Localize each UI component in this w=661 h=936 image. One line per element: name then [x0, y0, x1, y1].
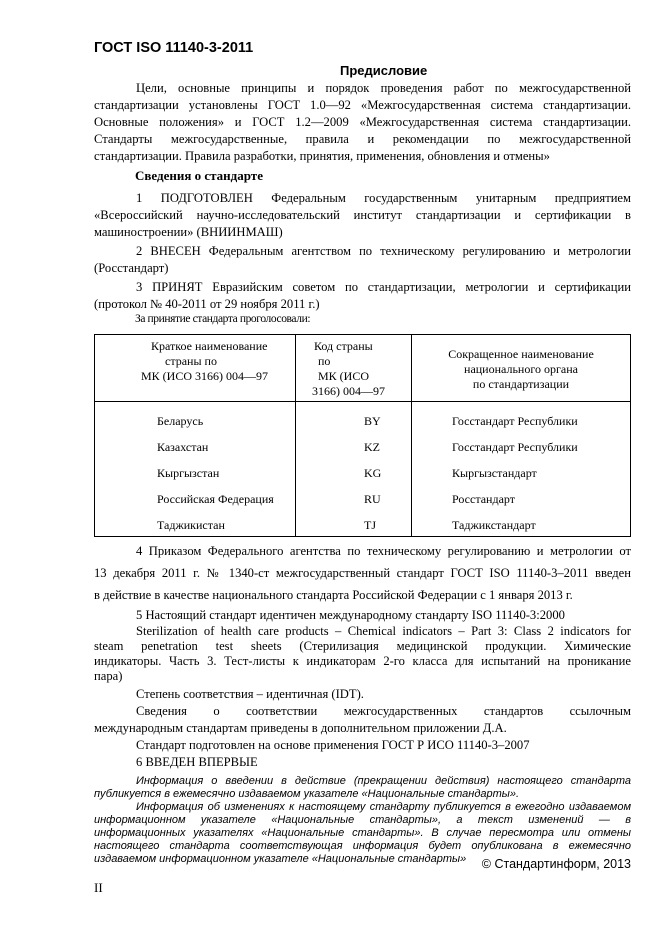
about-item-2 [94, 243, 631, 277]
about-line: (Росстандарт) [94, 261, 169, 275]
body-cell: Госстандарт Республики [412, 440, 631, 466]
country-cell: Российская Федерация [95, 492, 296, 518]
item-6: 6 ВВЕДЕН ВПЕРВЫЕ [136, 755, 258, 769]
about-line: 1 ПОДГОТОВЛЕН Федеральным государственным унитарным предприятием [136, 191, 631, 205]
item5-title-line: Sterilization of health care products – Chemical indicators – Part 3: Class 2 indicators for [136, 624, 631, 638]
header-text: Сокращенное наименование [448, 347, 594, 361]
item5-title-line: индикаторы. Часть 3. Тест-листы к индикаторам 2-го класса для испытаний на проникание [94, 654, 631, 668]
about-item-3 [94, 279, 631, 313]
body-cell: Росстандарт [412, 492, 631, 518]
foreword-line: Цели, основные принципы и порядок проведения работ по межгосударственной [136, 81, 631, 95]
item4-line: 13 декабря 2011 г. № 1340-ст межгосударственный стандарт ГОСТ ISO 11140-3–2011 введен [94, 566, 631, 580]
header-text: страны по [165, 354, 217, 368]
header-text: 3166) 004—97 [312, 384, 385, 398]
countries-table [94, 334, 631, 537]
item4-line: 4 Приказом Федерального агентства по техническому регулированию и метрологии от [136, 544, 631, 558]
item5-title-line: steam penetration test sheets (Стерилизация медицинской продукции. Химические [94, 639, 631, 653]
body-cell: Таджикстандарт [412, 518, 631, 537]
about-item-1 [94, 190, 631, 241]
info-line: информационных указателях «Национальные стандарты». В случае пересмотра или отмены [94, 827, 631, 839]
header-cell-code [296, 335, 412, 402]
info-line: публикуется в ежемесячно издаваемом указателе «Национальные стандарты». [94, 788, 520, 800]
table-row [95, 440, 631, 466]
item5-line: 5 Настоящий стандарт идентичен международному стандарту ISO 11140-3:2000 [136, 608, 565, 622]
table-row [95, 402, 631, 441]
info-line: издаваемом информационном указателе «Национальные стандарты» [94, 853, 467, 865]
foreword-line: Основные положения» и ГОСТ 1.2—2009 «Межгосударственная система стандартизации. [94, 115, 631, 129]
item5-degree: Степень соответствия – идентичная (IDT). [136, 687, 364, 701]
info-line: информационном указателе «Национальные стандарты», а текст изменений — в [94, 814, 631, 826]
code-cell: TJ [296, 518, 412, 537]
about-title: Сведения о стандарте [135, 168, 263, 183]
document-code: ГОСТ ISO 11140-3-2011 [94, 40, 254, 56]
table-row [95, 466, 631, 492]
foreword-intro [94, 80, 631, 165]
foreword-line: Стандарты межгосударственные, правила и рекомендации по межгосударственной [94, 132, 631, 146]
country-cell: Кыргызстан [95, 466, 296, 492]
about-line: 2 ВНЕСЕН Федеральным агентством по техническому регулированию и метрологии [136, 244, 631, 258]
code-cell: BY [296, 402, 412, 441]
country-cell: Таджикистан [95, 518, 296, 537]
header-text: МК (ИСО [318, 369, 370, 383]
item4-line: в действие в качестве национального стандарта Российской Федерации с 1 января 2013 г. [94, 588, 573, 602]
country-cell: Беларусь [95, 402, 296, 441]
header-cell-country [95, 335, 296, 402]
code-cell: KG [296, 466, 412, 492]
header-text: Код страны [314, 339, 373, 353]
info-line: Информация об изменениях к настоящему стандарту публикуется в ежегодно издаваемом [136, 801, 631, 813]
foreword-line: стандартизации установлены ГОСТ 1.0—92 «Межгосударственная система стандартизации. [94, 98, 631, 112]
about-line: 3 ПРИНЯТ Евразийским советом по стандартизации, метрологии и сертификации [136, 280, 631, 294]
header-cell-body [412, 335, 631, 402]
header-text: Краткое наименование [151, 339, 268, 353]
item5-refs-line: Сведения о соответствии межгосударственных стандартов ссылочным [136, 704, 631, 718]
code-cell: RU [296, 492, 412, 518]
info-block [94, 775, 631, 866]
header-text: по стандартизации [472, 377, 570, 391]
foreword-line: стандартизации. Правила разработки, принятия, применения, обновления и отмены» [94, 149, 550, 163]
item5-refs-line: международным стандартам приведены в дополнительном приложении Д.А. [94, 721, 507, 735]
about-line: машиностроении» (ВНИИНМАШ) [94, 225, 283, 239]
page-number: II [94, 880, 103, 895]
header-text: национального органа [464, 362, 578, 376]
item5-basis: Стандарт подготовлен на основе применения ГОСТ Р ИСО 11140-3–2007 [136, 738, 530, 752]
copyright: © Стандартинформ, 2013 [481, 857, 631, 871]
code-cell: KZ [296, 440, 412, 466]
body-cell: Кыргызстандарт [412, 466, 631, 492]
header-text: МК (ИСО 3166) 004—97 [141, 369, 269, 383]
voting-note: За принятие стандарта проголосовали: [135, 313, 311, 325]
about-line: «Всероссийский научно-исследовательский институт стандартизации и сертификации в [94, 208, 631, 222]
table-row [95, 518, 631, 537]
foreword-title: Предисловие [340, 63, 428, 78]
table-row [95, 492, 631, 518]
country-cell: Казахстан [95, 440, 296, 466]
info-line: настоящего стандарта соответствующая информация будет опубликована в ежемесячно [94, 840, 631, 852]
body-cell: Госстандарт Республики [412, 402, 631, 441]
info-line: Информация о введении в действие (прекращении действия) настоящего стандарта [136, 775, 631, 787]
header-text: по [318, 354, 331, 368]
item-5 [94, 607, 631, 754]
about-line: (протокол № 40-2011 от 29 ноября 2011 г.) [94, 297, 320, 311]
table-header-row [95, 335, 631, 402]
item5-title-line: пара) [94, 669, 123, 683]
item-4 [94, 540, 631, 606]
